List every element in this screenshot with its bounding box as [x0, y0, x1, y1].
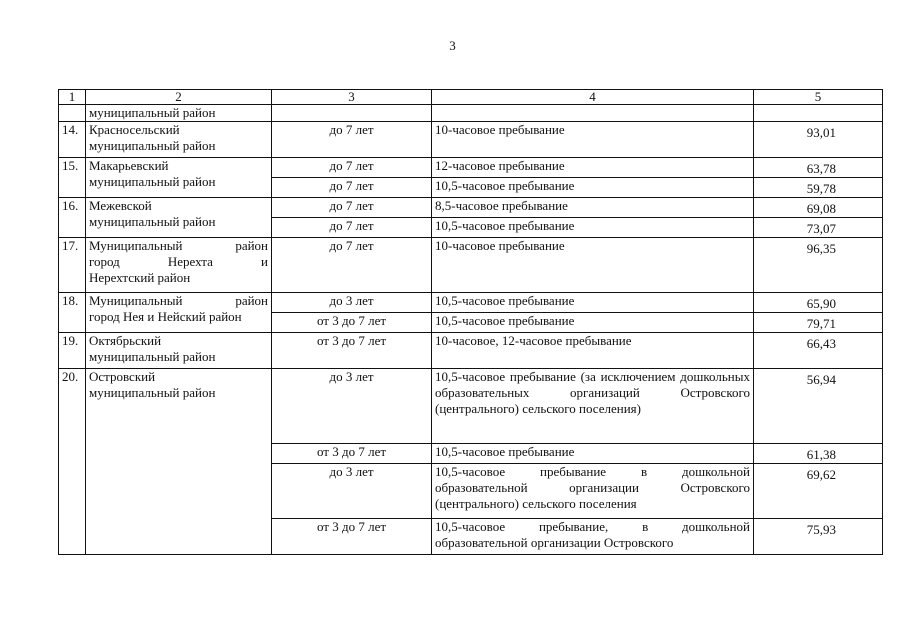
age-cell: до 3 лет — [272, 369, 432, 444]
value-cell: 63,78 — [754, 158, 883, 178]
mode-text: 10-часовое пребывание — [435, 122, 565, 137]
age-cell: до 7 лет — [272, 158, 432, 178]
table-row — [59, 238, 883, 293]
value-cell: 73,07 — [754, 218, 883, 238]
mode-cell — [432, 369, 754, 444]
age-cell: от 3 до 7 лет — [272, 444, 432, 464]
district-name-line: Островский — [89, 369, 156, 384]
value-cell: 96,35 — [754, 238, 883, 293]
value-cell: 69,62 — [754, 464, 883, 519]
age-cell: до 3 лет — [272, 293, 432, 313]
mode-text: 12-часовое пребывание — [435, 158, 565, 173]
mode-text: 8,5-часовое пребывание — [435, 198, 568, 213]
district-cell: муниципальный район — [86, 105, 272, 122]
row-number-cell: 20. — [59, 369, 86, 555]
district-name-line: Нерехтский район — [89, 270, 191, 285]
district-name-line: Межевской — [89, 198, 152, 213]
table-row — [59, 122, 883, 158]
row-number-cell: 18. — [59, 293, 86, 333]
district-name-line: Муниципальный район — [89, 293, 268, 308]
age-cell — [272, 105, 432, 122]
mode-text: 10,5-часовое пребывание — [435, 293, 575, 308]
district-cell — [86, 333, 272, 369]
mode-text: 10,5-часовое пребывание — [435, 444, 575, 459]
row-number-cell: 19. — [59, 333, 86, 369]
age-cell: до 7 лет — [272, 122, 432, 158]
column-header: 1 — [59, 90, 86, 105]
value-cell: 66,43 — [754, 333, 883, 369]
mode-text: 10,5-часовое пребывание — [435, 218, 575, 233]
mode-text: 10,5-часовое пребывание, в дошкольной образовательной организации Островского — [435, 519, 750, 550]
mode-cell — [432, 178, 754, 198]
mode-text: 10,5-часовое пребывание (за исключением дошкольных образовательных организаций Островского (центрального) сельского поселения) — [435, 369, 750, 416]
district-name-line: Октябрьский — [89, 333, 162, 348]
mode-text: 10,5-часовое пребывание — [435, 313, 575, 328]
mode-cell — [432, 158, 754, 178]
mode-cell — [432, 464, 754, 519]
value-cell: 59,78 — [754, 178, 883, 198]
row-number-cell: 16. — [59, 198, 86, 238]
age-cell: до 3 лет — [272, 464, 432, 519]
age-cell: от 3 до 7 лет — [272, 519, 432, 555]
continuation-row — [59, 105, 883, 122]
age-cell: до 7 лет — [272, 218, 432, 238]
value-cell: 61,38 — [754, 444, 883, 464]
row-number-cell: 17. — [59, 238, 86, 293]
column-header: 2 — [86, 90, 272, 105]
age-cell: от 3 до 7 лет — [272, 333, 432, 369]
header-row — [59, 90, 883, 105]
mode-cell — [432, 313, 754, 333]
row-number-cell: 14. — [59, 122, 86, 158]
table-row — [59, 369, 883, 444]
mode-cell — [432, 105, 754, 122]
district-name-line: Красносельский — [89, 122, 180, 137]
district-name-line: Муниципальный район — [89, 238, 268, 253]
column-header: 3 — [272, 90, 432, 105]
value-cell: 93,01 — [754, 122, 883, 158]
district-name-line: муниципальный район — [89, 385, 216, 400]
value-cell: 69,08 — [754, 198, 883, 218]
row-number-cell — [59, 105, 86, 122]
district-cell — [86, 293, 272, 333]
value-cell — [754, 105, 883, 122]
mode-text: 10-часовое пребывание — [435, 238, 565, 253]
district-cell — [86, 238, 272, 293]
district-name-line: Макарьевский — [89, 158, 169, 173]
mode-cell — [432, 198, 754, 218]
mode-cell — [432, 238, 754, 293]
value-cell: 56,94 — [754, 369, 883, 444]
page-number: 3 — [449, 38, 456, 53]
district-cell — [86, 122, 272, 158]
district-cell — [86, 198, 272, 238]
mode-cell — [432, 333, 754, 369]
age-cell: до 7 лет — [272, 238, 432, 293]
district-cell — [86, 158, 272, 198]
mode-cell — [432, 293, 754, 313]
table-row — [59, 158, 883, 178]
district-name-line: муниципальный район — [89, 174, 216, 189]
mode-text: 10,5-часовое пребывание в дошкольной образовательной организации Островского (центрального) сельского поселения — [435, 464, 750, 511]
column-header: 5 — [754, 90, 883, 105]
district-name-line: муниципальный район — [89, 349, 216, 364]
mode-cell — [432, 218, 754, 238]
table-row — [59, 293, 883, 313]
mode-text: 10-часовое, 12-часовое пребывание — [435, 333, 632, 348]
district-name-line: муниципальный район — [89, 138, 216, 153]
district-name-line: муниципальный район — [89, 214, 216, 229]
table-row — [59, 333, 883, 369]
row-number-cell: 15. — [59, 158, 86, 198]
mode-cell — [432, 519, 754, 555]
value-cell: 79,71 — [754, 313, 883, 333]
mode-text: 10,5-часовое пребывание — [435, 178, 575, 193]
age-cell: до 7 лет — [272, 178, 432, 198]
value-cell: 65,90 — [754, 293, 883, 313]
mode-cell — [432, 444, 754, 464]
district-name-line: город Нея и Нейский район — [89, 309, 242, 324]
value-cell: 75,93 — [754, 519, 883, 555]
district-name-line: город Нерехта и — [89, 254, 268, 269]
district-cell — [86, 369, 272, 555]
table-row — [59, 198, 883, 218]
column-header: 4 — [432, 90, 754, 105]
mode-cell — [432, 122, 754, 158]
age-cell: до 7 лет — [272, 198, 432, 218]
age-cell: от 3 до 7 лет — [272, 313, 432, 333]
tariff-table — [58, 89, 883, 555]
